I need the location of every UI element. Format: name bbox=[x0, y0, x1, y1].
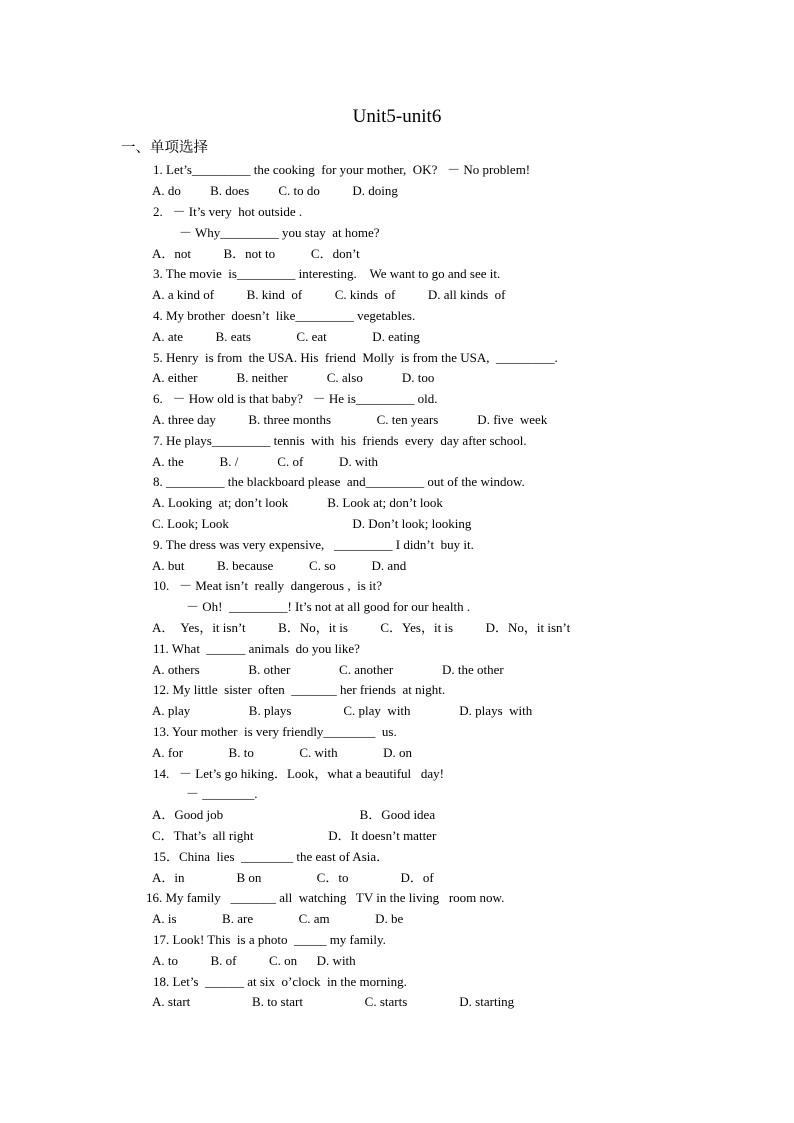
options-line: A. start B. to start C. starts D. starting bbox=[152, 994, 515, 1009]
question-line: 16. My family _______ all watching TV in the living room now. bbox=[146, 890, 505, 905]
page-title: Unit5-unit6 bbox=[352, 106, 442, 127]
options-line: C．That’s all right D．It doesn’t matter bbox=[152, 828, 437, 843]
question-line: 6. － How old is that baby? － He is_________ old. bbox=[153, 391, 438, 406]
question-line: 13. Your mother is very friendly________ us. bbox=[153, 724, 397, 739]
options-line: A． Yes，it isn’t B．No，it is C．Yes，it is D．No，it isn’t bbox=[152, 620, 571, 635]
options-line: A. others B. other C. another D. the other bbox=[152, 662, 504, 677]
question-line: 8. _________ the blackboard please and_________ out of the window. bbox=[153, 474, 525, 489]
options-line: A. the B. / C. of D. with bbox=[152, 454, 379, 469]
question-line: 5. Henry is from the USA. His friend Molly is from the USA, _________. bbox=[153, 350, 558, 365]
options-line: A. play B. plays C. play with D. plays with bbox=[152, 703, 533, 718]
question-line: 7. He plays_________ tennis with his friends every day after school. bbox=[153, 433, 527, 448]
question-line: 9. The dress was very expensive, _________ I didn’t buy it. bbox=[153, 537, 474, 552]
options-line: A. is B. are C. am D. be bbox=[152, 911, 404, 926]
options-line: A．in B on C．to D．of bbox=[152, 870, 434, 885]
options-line: A. to B. of C. on D. with bbox=[152, 953, 356, 968]
question-line: 2. － It’s very hot outside . bbox=[153, 204, 303, 219]
options-line: A. ate B. eats C. eat D. eating bbox=[152, 329, 420, 344]
options-line: A. either B. neither C. also D. too bbox=[152, 370, 435, 385]
options-line: A. a kind of B. kind of C. kinds of D. all kinds of bbox=[152, 287, 506, 302]
options-line: A．Good job B．Good idea bbox=[152, 807, 436, 822]
options-line: A. Looking at; don’t look B. Look at; don’t look bbox=[152, 495, 443, 510]
question-line: 11. What ______ animals do you like? bbox=[153, 641, 360, 656]
question-line: － ________. bbox=[186, 786, 258, 801]
options-line: C. Look; Look D. Don’t look; looking bbox=[152, 516, 472, 531]
question-line: 18. Let’s ______ at six o’clock in the morning. bbox=[153, 974, 407, 989]
options-line: A. for B. to C. with D. on bbox=[152, 745, 412, 760]
section-heading: 一、单项选择 bbox=[121, 140, 208, 156]
options-line: A. but B. because C. so D. and bbox=[152, 558, 407, 573]
options-line: A．not B．not to C．don’t bbox=[152, 246, 360, 261]
question-line: 4. My brother doesn’t like_________ vegetables. bbox=[153, 308, 416, 323]
question-line: 3. The movie is_________ interesting. We want to go and see it. bbox=[153, 266, 501, 281]
question-line: 17. Look! This is a photo _____ my family. bbox=[153, 932, 386, 947]
options-line: A. three day B. three months C. ten years D. five week bbox=[152, 412, 548, 427]
question-line: 15．China lies ________ the east of Asia． bbox=[153, 849, 390, 864]
options-line: A. do B. does C. to do D. doing bbox=[152, 183, 398, 198]
question-line: 1. Let’s_________ the cooking for your mother, OK? － No problem! bbox=[153, 162, 531, 177]
question-line: － Oh! _________! It’s not at all good for our health . bbox=[186, 599, 471, 614]
question-line: 12. My little sister often _______ her friends at night. bbox=[153, 682, 446, 697]
question-line: 10. － Meat isn’t really dangerous , is it? bbox=[153, 578, 383, 593]
question-line: 14. － Let’s go hiking．Look，what a beautiful day! bbox=[153, 766, 445, 781]
question-line: － Why_________ you stay at home? bbox=[179, 225, 380, 240]
